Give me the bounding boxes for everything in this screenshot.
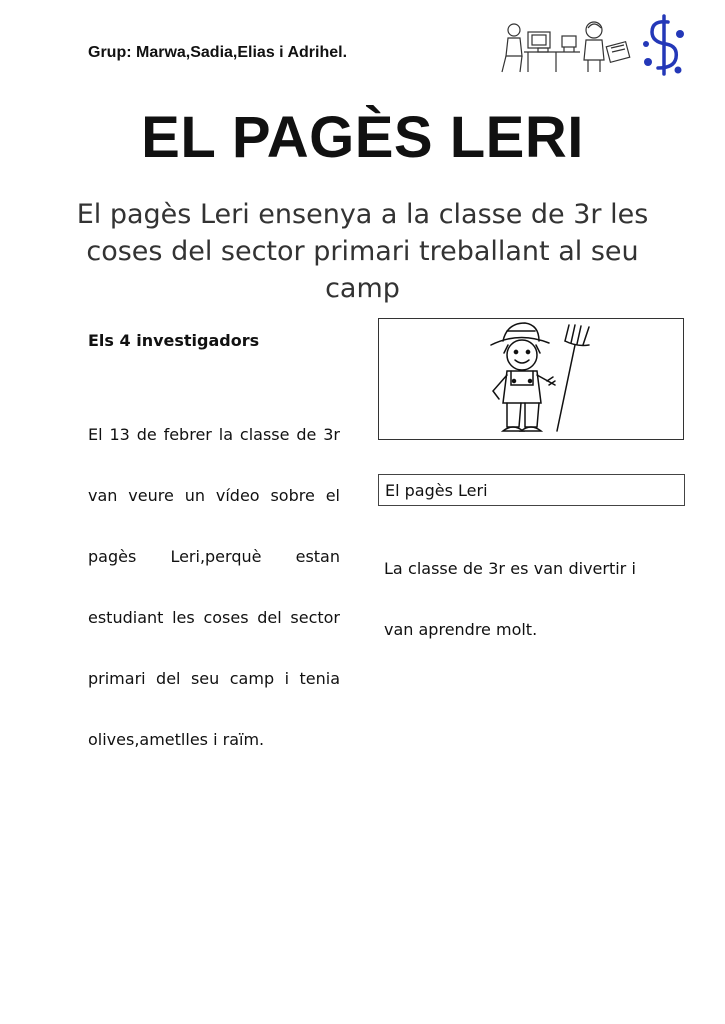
- school-logo-icon: [638, 14, 686, 76]
- right-paragraph: La classe de 3r es van divertir i van aprendre molt.: [384, 559, 636, 639]
- group-members-line: Grup: Marwa,Sadia,Elias i Adrihel.: [88, 44, 348, 61]
- students-working-clipart-icon: [498, 18, 638, 76]
- picture-caption: El pagès Leri: [378, 474, 685, 506]
- farmer-picture-frame: [378, 318, 684, 440]
- page-subtitle: El pagès Leri ensenya a la classe de 3r les coses del sector primari treballant al seu camp: [76, 199, 649, 304]
- left-paragraph: El 13 de febrer la classe de 3r van veure un vídeo sobre el pagès Leri,perquè estan estudiant les coses del sector primari del seu camp i tenia olives,ametlles i raïm.: [88, 425, 340, 749]
- page-title: EL PAGÈS LERI: [141, 105, 584, 170]
- section-heading: Els 4 investigadors: [88, 331, 260, 350]
- farmer-with-pitchfork-icon: [379, 319, 682, 438]
